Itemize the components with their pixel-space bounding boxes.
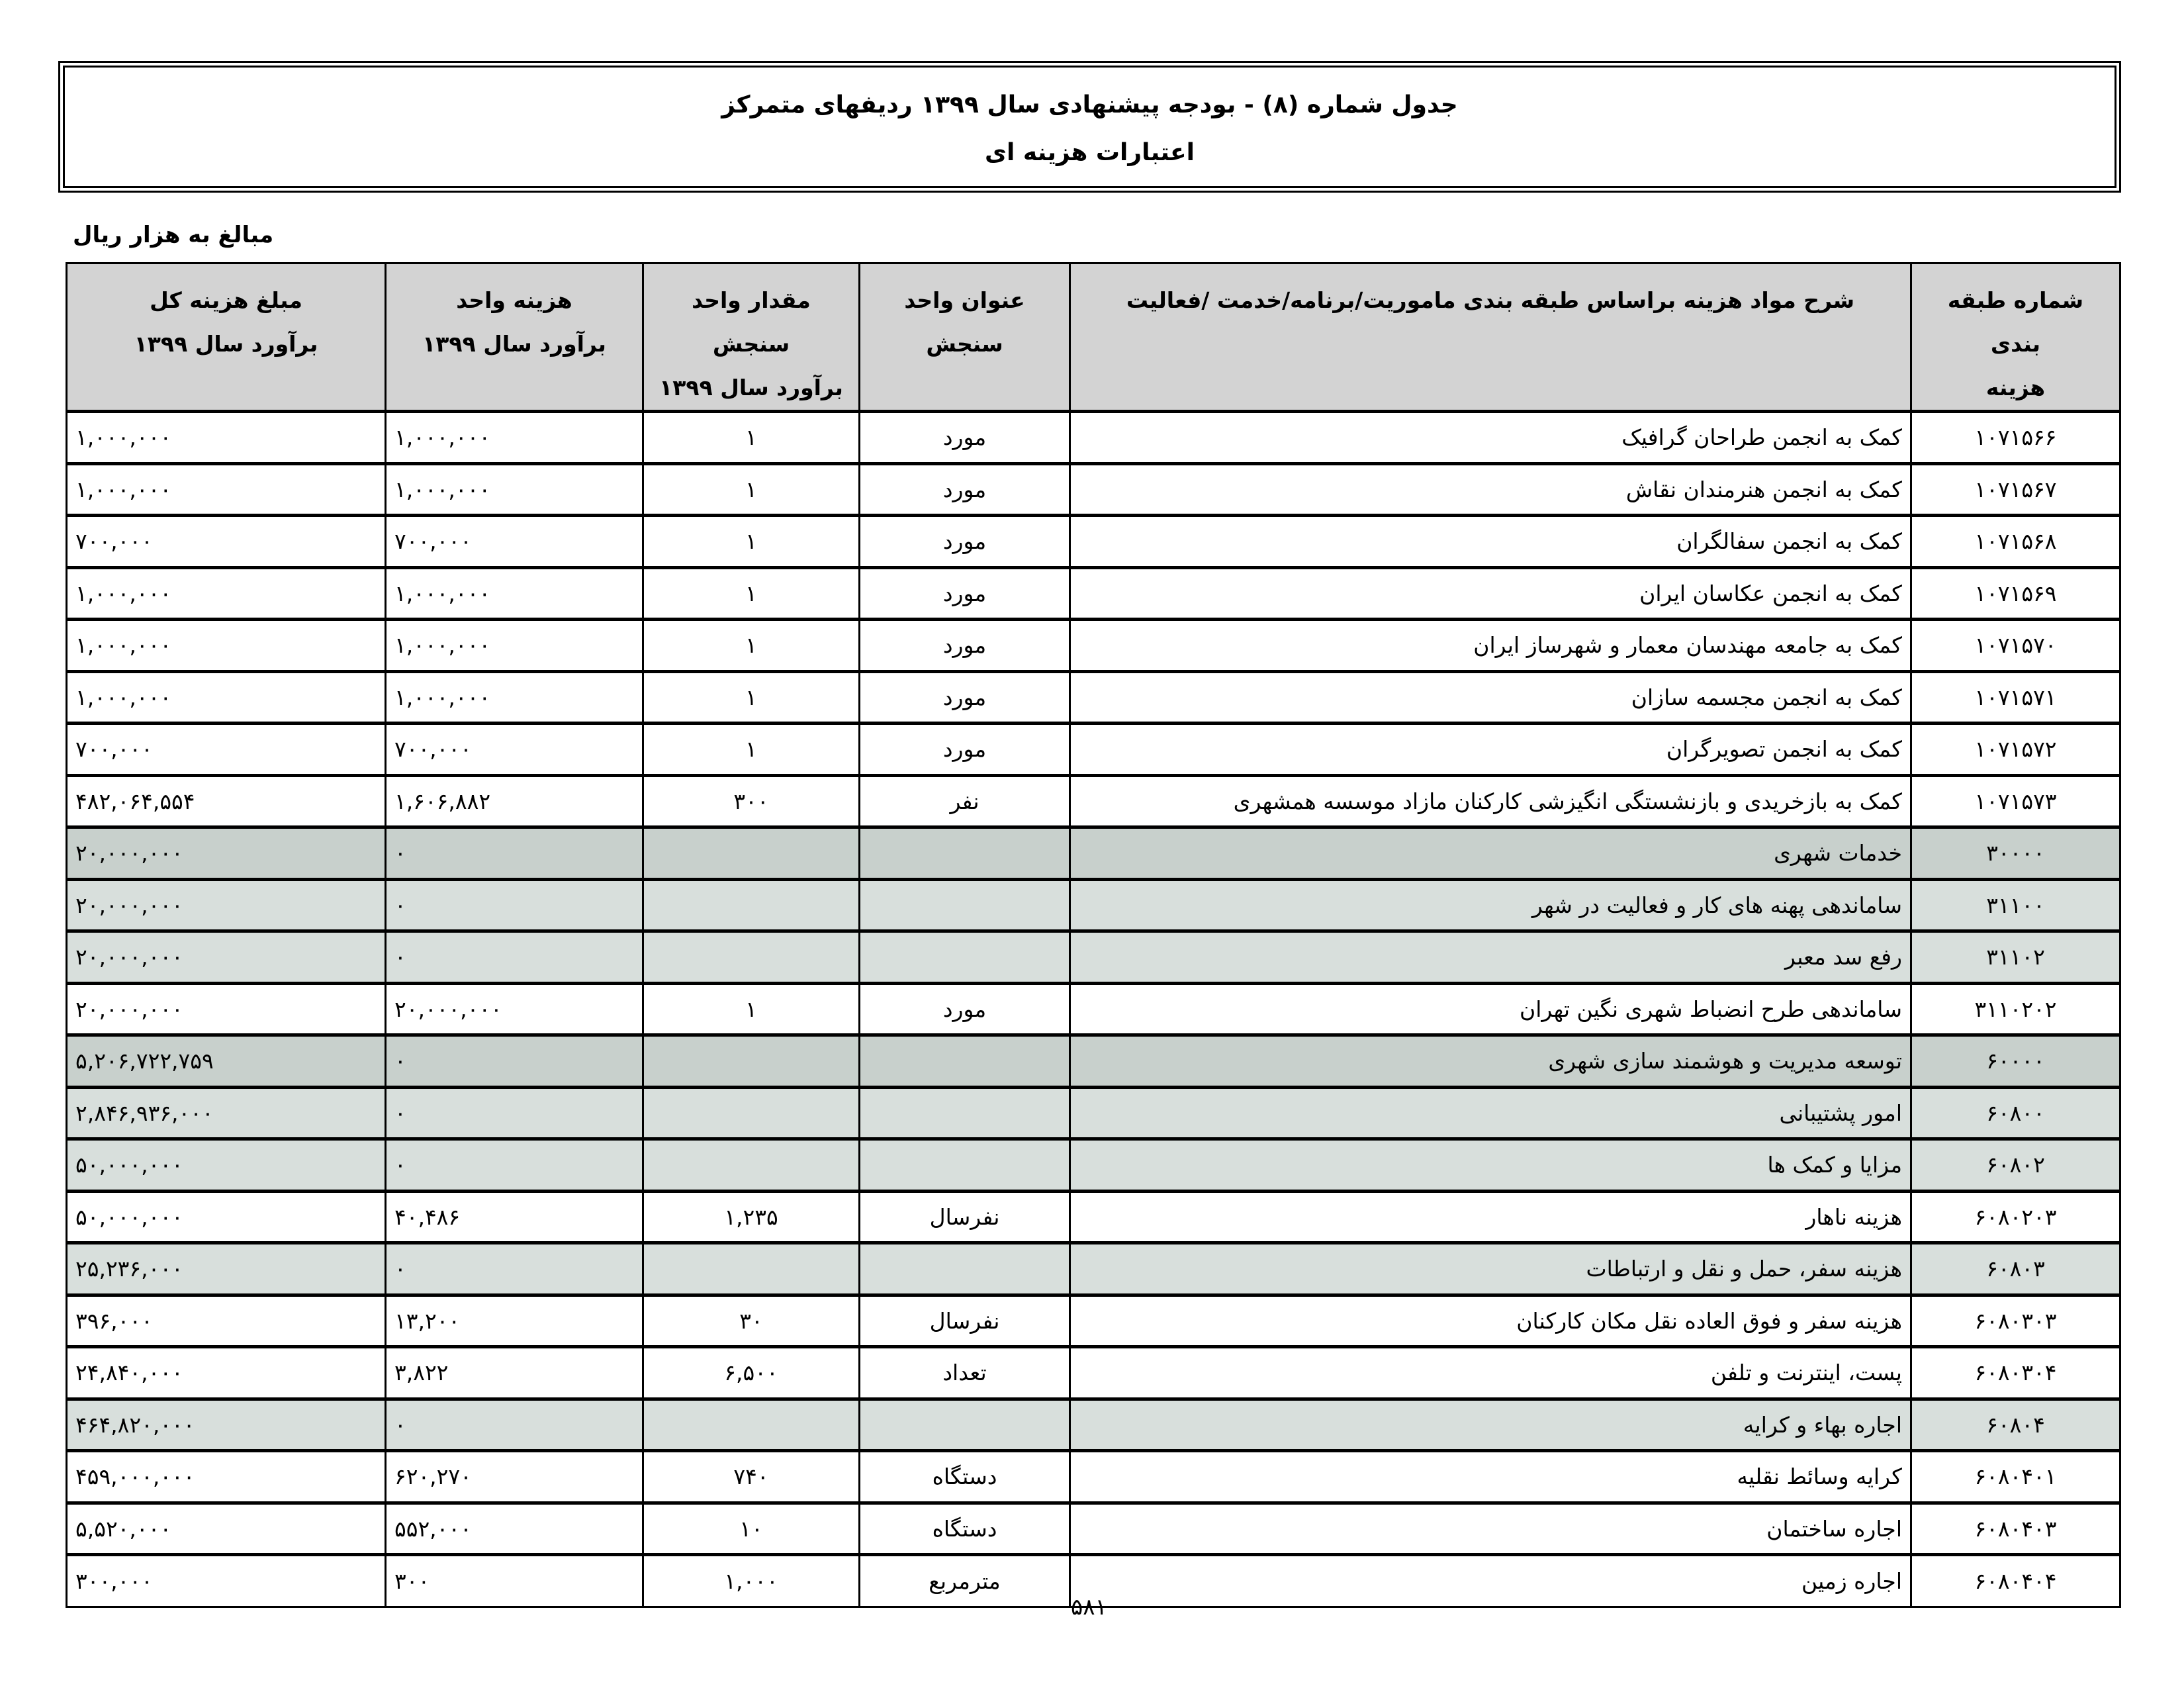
table-row [67, 1451, 2120, 1503]
table-row [67, 463, 2120, 516]
cell-quantity [643, 1035, 860, 1088]
header-unit-cost-line1: هزینه واحد [456, 287, 572, 313]
table-row [67, 1347, 2120, 1399]
cell-description: خدمات شهری [1070, 827, 1911, 880]
cell-description: اجاره زمین [1070, 1555, 1911, 1607]
cell-unit [860, 879, 1070, 931]
cell-unit-cost: ۵۵۲,۰۰۰ [386, 1503, 643, 1555]
cell-code: ۶۰۸۰۳ [1911, 1243, 2120, 1295]
cell-unit: دستگاه [860, 1503, 1070, 1555]
cell-description: رفع سد معبر [1070, 931, 1911, 984]
cell-quantity: ۱ [643, 983, 860, 1035]
cell-unit: دستگاه [860, 1451, 1070, 1503]
cell-total: ۴۸۲,۰۶۴,۵۵۴ [67, 775, 386, 827]
cell-total: ۱,۰۰۰,۰۰۰ [67, 567, 386, 620]
table-row [67, 1399, 2120, 1451]
cell-unit: مورد [860, 671, 1070, 724]
cell-quantity: ۱ [643, 724, 860, 776]
cell-description: کمک به انجمن طراحان گرافیک [1070, 412, 1911, 464]
cell-unit: مترمربع [860, 1555, 1070, 1607]
cell-unit [860, 1087, 1070, 1139]
cell-unit-cost: ۰ [386, 1087, 643, 1139]
table-row [67, 931, 2120, 984]
cell-code: ۳۰۰۰۰ [1911, 827, 2120, 880]
cell-code: ۳۱۱۰۲۰۲ [1911, 983, 2120, 1035]
cell-unit-cost: ۱,۰۰۰,۰۰۰ [386, 567, 643, 620]
cell-unit [860, 827, 1070, 880]
header-unit-cost-line2: برآورد سال ۱۳۹۹ [422, 331, 606, 357]
cell-quantity [643, 827, 860, 880]
cell-unit: نفرسال [860, 1191, 1070, 1243]
cell-quantity: ۳۰ [643, 1295, 860, 1347]
cell-unit [860, 1035, 1070, 1088]
table-row [67, 516, 2120, 568]
cell-unit [860, 1243, 1070, 1295]
cell-total: ۳۰۰,۰۰۰ [67, 1555, 386, 1607]
header-code-line1: شماره طبقه بندی [1947, 287, 2084, 357]
cell-description: کمک به انجمن هنرمندان نقاش [1070, 463, 1911, 516]
cell-unit-cost: ۰ [386, 1139, 643, 1192]
cell-description: مزایا و کمک ها [1070, 1139, 1911, 1192]
table-row [67, 983, 2120, 1035]
cell-description: توسعه مدیریت و هوشمند سازی شهری [1070, 1035, 1911, 1088]
cell-quantity: ۱,۰۰۰ [643, 1555, 860, 1607]
header-unit-cost [386, 263, 643, 412]
cell-total: ۵۰,۰۰۰,۰۰۰ [67, 1191, 386, 1243]
header-code-line2: هزینه [1985, 375, 2046, 400]
cell-quantity [643, 1243, 860, 1295]
cell-code: ۶۰۸۰۴۰۳ [1911, 1503, 2120, 1555]
table-row [67, 620, 2120, 672]
cell-description: پست، اینترنت و تلفن [1070, 1347, 1911, 1399]
table-row [67, 567, 2120, 620]
table-row [67, 775, 2120, 827]
table-row [67, 1087, 2120, 1139]
cell-total: ۱,۰۰۰,۰۰۰ [67, 412, 386, 464]
table-row [67, 827, 2120, 880]
table-row [67, 1295, 2120, 1347]
cell-description: هزینه سفر، حمل و نقل و ارتباطات [1070, 1243, 1911, 1295]
cell-unit-cost: ۰ [386, 1399, 643, 1451]
cell-quantity: ۱,۲۳۵ [643, 1191, 860, 1243]
cell-unit-cost: ۱,۰۰۰,۰۰۰ [386, 463, 643, 516]
cell-code: ۱۰۷۱۵۷۲ [1911, 724, 2120, 776]
table-row [67, 1139, 2120, 1192]
header-unit-line1: عنوان واحد سنجش [904, 287, 1025, 357]
cell-total: ۱,۰۰۰,۰۰۰ [67, 671, 386, 724]
cell-code: ۶۰۸۰۳۰۳ [1911, 1295, 2120, 1347]
header-quantity-line2: برآورد سال ۱۳۹۹ [659, 375, 843, 400]
cell-code: ۱۰۷۱۵۶۷ [1911, 463, 2120, 516]
cell-description: کمک به انجمن تصویرگران [1070, 724, 1911, 776]
cell-unit-cost: ۶۲۰,۲۷۰ [386, 1451, 643, 1503]
cell-unit-cost: ۱,۰۰۰,۰۰۰ [386, 671, 643, 724]
cell-quantity [643, 931, 860, 984]
table-title: جدول شماره (۸) - بودجه پیشنهادی سال ۱۳۹۹ ردیفهای متمرکز [721, 91, 1458, 118]
cell-unit-cost: ۳,۸۲۲ [386, 1347, 643, 1399]
cell-quantity [643, 1087, 860, 1139]
table-header-row [67, 263, 2120, 412]
cell-description: اجاره بهاء و کرایه [1070, 1399, 1911, 1451]
cell-total: ۴۵۹,۰۰۰,۰۰۰ [67, 1451, 386, 1503]
cell-description: هزینه ناهار [1070, 1191, 1911, 1243]
table-row [67, 724, 2120, 776]
budget-table [66, 262, 2121, 1608]
cell-unit-cost: ۱۳,۲۰۰ [386, 1295, 643, 1347]
cell-unit: مورد [860, 620, 1070, 672]
cell-description: کمک به جامعه مهندسان معمار و شهرساز ایران [1070, 620, 1911, 672]
cell-unit-cost: ۷۰۰,۰۰۰ [386, 516, 643, 568]
cell-quantity: ۶,۵۰۰ [643, 1347, 860, 1399]
cell-total: ۷۰۰,۰۰۰ [67, 724, 386, 776]
cell-quantity: ۱ [643, 516, 860, 568]
table-row [67, 671, 2120, 724]
table-subtitle: اعتبارات هزینه ای [985, 139, 1195, 166]
header-quantity-line1: مقدار واحد سنجش [692, 287, 811, 357]
cell-unit-cost: ۰ [386, 1035, 643, 1088]
cell-unit: مورد [860, 724, 1070, 776]
cell-unit-cost: ۲۰,۰۰۰,۰۰۰ [386, 983, 643, 1035]
table-row [67, 1243, 2120, 1295]
cell-total: ۳۹۶,۰۰۰ [67, 1295, 386, 1347]
cell-total: ۲۰,۰۰۰,۰۰۰ [67, 983, 386, 1035]
cell-description: کمک به انجمن مجسمه سازان [1070, 671, 1911, 724]
cell-unit [860, 1139, 1070, 1192]
cell-quantity: ۱ [643, 463, 860, 516]
table-row [67, 879, 2120, 931]
cell-code: ۱۰۷۱۵۶۶ [1911, 412, 2120, 464]
title-box [63, 66, 2116, 188]
cell-description: کمک به انجمن عکاسان ایران [1070, 567, 1911, 620]
cell-unit: مورد [860, 412, 1070, 464]
cell-unit-cost: ۳۰۰ [386, 1555, 643, 1607]
cell-description: هزینه سفر و فوق العاده نقل مکان کارکنان [1070, 1295, 1911, 1347]
cell-code: ۶۰۸۰۴۰۱ [1911, 1451, 2120, 1503]
cell-quantity [643, 1139, 860, 1192]
header-unit [860, 263, 1070, 412]
header-quantity [643, 263, 860, 412]
header-code [1911, 263, 2120, 412]
cell-total: ۵۰,۰۰۰,۰۰۰ [67, 1139, 386, 1192]
table-row [67, 1503, 2120, 1555]
cell-description: امور پشتیبانی [1070, 1087, 1911, 1139]
cell-unit: نفرسال [860, 1295, 1070, 1347]
cell-quantity: ۱ [643, 620, 860, 672]
table-row [67, 1191, 2120, 1243]
cell-total: ۱,۰۰۰,۰۰۰ [67, 463, 386, 516]
cell-unit-cost: ۰ [386, 827, 643, 880]
cell-unit-cost: ۱,۶۰۶,۸۸۲ [386, 775, 643, 827]
table-body [67, 412, 2120, 1607]
cell-total: ۲۰,۰۰۰,۰۰۰ [67, 931, 386, 984]
cell-description: کمک به بازخریدی و بازنشستگی انگیزشی کارکنان مازاد موسسه همشهری [1070, 775, 1911, 827]
table-row [67, 1035, 2120, 1088]
cell-code: ۱۰۷۱۵۷۱ [1911, 671, 2120, 724]
cell-code: ۶۰۸۰۰ [1911, 1087, 2120, 1139]
cell-quantity: ۱ [643, 567, 860, 620]
cell-code: ۶۰۸۰۴ [1911, 1399, 2120, 1451]
cell-code: ۶۰۰۰۰ [1911, 1035, 2120, 1088]
cell-total: ۲۵,۲۳۶,۰۰۰ [67, 1243, 386, 1295]
cell-unit [860, 1399, 1070, 1451]
cell-unit: مورد [860, 983, 1070, 1035]
cell-unit: مورد [860, 516, 1070, 568]
cell-unit-cost: ۰ [386, 931, 643, 984]
cell-code: ۱۰۷۱۵۷۰ [1911, 620, 2120, 672]
cell-code: ۱۰۷۱۵۷۳ [1911, 775, 2120, 827]
cell-quantity: ۷۴۰ [643, 1451, 860, 1503]
cell-total: ۲۴,۸۴۰,۰۰۰ [67, 1347, 386, 1399]
cell-total: ۴۶۴,۸۲۰,۰۰۰ [67, 1399, 386, 1451]
cell-description: کمک به انجمن سفالگران [1070, 516, 1911, 568]
cell-description: ساماندهی پهنه های کار و فعالیت در شهر [1070, 879, 1911, 931]
cell-quantity [643, 879, 860, 931]
header-total-line1: مبلغ هزینه کل [150, 287, 302, 313]
cell-code: ۱۰۷۱۵۶۸ [1911, 516, 2120, 568]
cell-total: ۷۰۰,۰۰۰ [67, 516, 386, 568]
cell-unit-cost: ۱,۰۰۰,۰۰۰ [386, 620, 643, 672]
cell-code: ۳۱۱۰۲ [1911, 931, 2120, 984]
cell-code: ۶۰۸۰۲۰۳ [1911, 1191, 2120, 1243]
cell-description: کرایه وسائط نقلیه [1070, 1451, 1911, 1503]
cell-quantity [643, 1399, 860, 1451]
cell-code: ۶۰۸۰۲ [1911, 1139, 2120, 1192]
header-total-line2: برآورد سال ۱۳۹۹ [134, 331, 318, 357]
cell-quantity: ۳۰۰ [643, 775, 860, 827]
cell-total: ۲,۸۴۶,۹۳۶,۰۰۰ [67, 1087, 386, 1139]
cell-unit: نفر [860, 775, 1070, 827]
unit-note: مبالغ به هزار ریال [73, 222, 274, 248]
cell-quantity: ۱۰ [643, 1503, 860, 1555]
cell-quantity: ۱ [643, 412, 860, 464]
page-number: ۵۸۱ [1071, 1594, 1107, 1620]
cell-code: ۶۰۸۰۴۰۴ [1911, 1555, 2120, 1607]
cell-total: ۲۰,۰۰۰,۰۰۰ [67, 827, 386, 880]
cell-quantity: ۱ [643, 671, 860, 724]
header-total [67, 263, 386, 412]
cell-total: ۵,۵۲۰,۰۰۰ [67, 1503, 386, 1555]
cell-unit-cost: ۱,۰۰۰,۰۰۰ [386, 412, 643, 464]
cell-unit: مورد [860, 567, 1070, 620]
cell-unit-cost: ۰ [386, 1243, 643, 1295]
cell-unit: مورد [860, 463, 1070, 516]
cell-unit-cost: ۴۰,۴۸۶ [386, 1191, 643, 1243]
cell-total: ۱,۰۰۰,۰۰۰ [67, 620, 386, 672]
cell-description: ساماندهی طرح انضباط شهری نگین تهران [1070, 983, 1911, 1035]
cell-unit [860, 931, 1070, 984]
cell-total: ۲۰,۰۰۰,۰۰۰ [67, 879, 386, 931]
cell-code: ۳۱۱۰۰ [1911, 879, 2120, 931]
table-row [67, 412, 2120, 464]
header-description-line1: شرح مواد هزینه براساس طبقه بندی ماموریت/برنامه/خدمت /فعالیت [1126, 287, 1855, 313]
cell-code: ۱۰۷۱۵۶۹ [1911, 567, 2120, 620]
cell-unit: تعداد [860, 1347, 1070, 1399]
cell-unit-cost: ۰ [386, 879, 643, 931]
cell-unit-cost: ۷۰۰,۰۰۰ [386, 724, 643, 776]
cell-description: اجاره ساختمان [1070, 1503, 1911, 1555]
header-description [1070, 263, 1911, 412]
cell-code: ۶۰۸۰۳۰۴ [1911, 1347, 2120, 1399]
cell-total: ۵,۲۰۶,۷۲۲,۷۵۹ [67, 1035, 386, 1088]
